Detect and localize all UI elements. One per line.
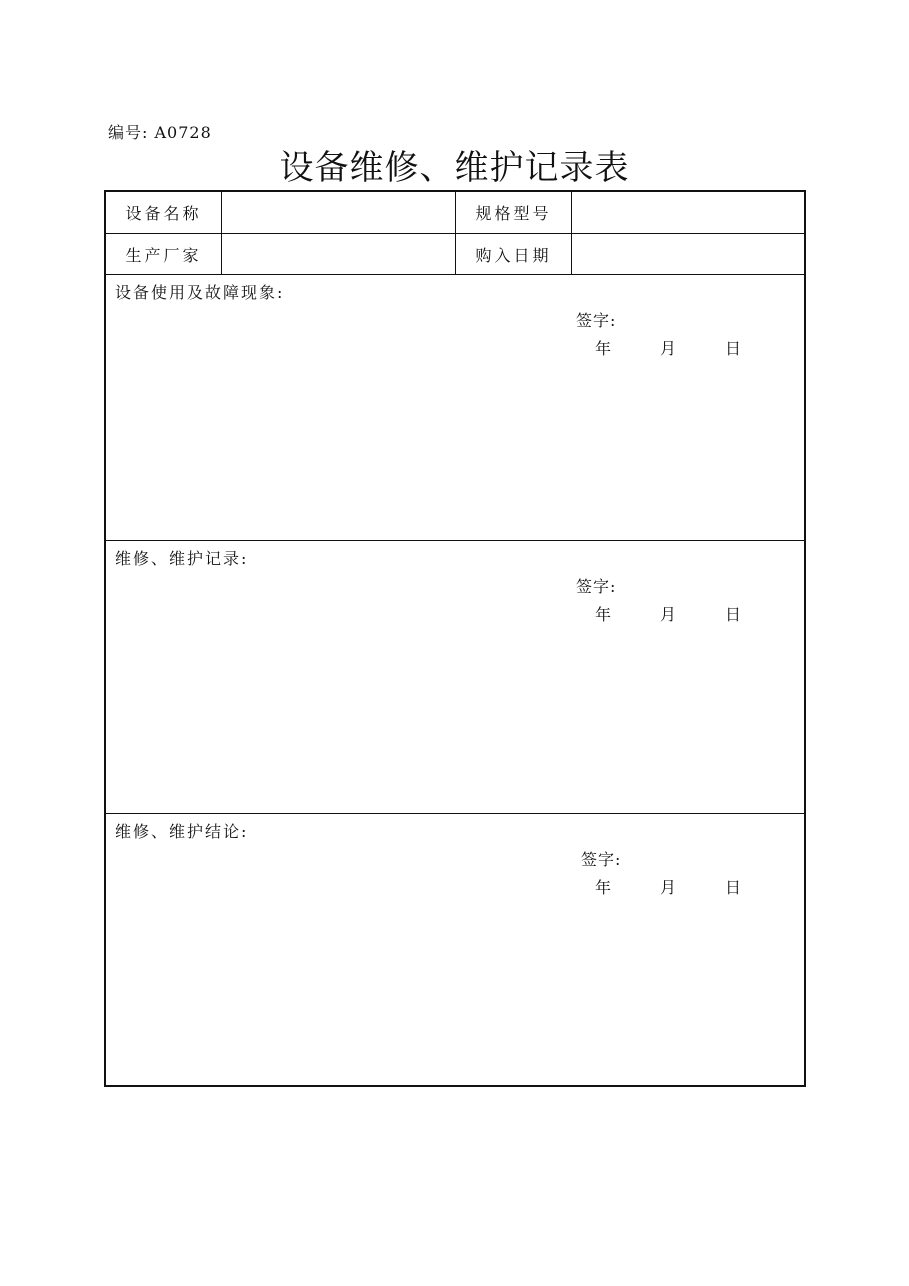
info-row-2 [106,234,804,275]
signature-label: 签字: [581,850,622,869]
date-year-label: 年 [595,339,612,358]
usage-fault-section[interactable] [106,275,804,541]
date-day-label: 日 [725,339,742,358]
document-number [108,120,212,143]
record-form [104,190,806,1087]
equipment-name-label: 设备名称 [106,192,222,233]
date-month-label: 月 [660,339,677,358]
maintenance-conclusion-section[interactable] [106,814,804,1085]
manufacturer-label: 生产厂家 [106,234,222,274]
maintenance-record-section[interactable] [106,541,804,814]
date-year-label: 年 [595,878,612,897]
date-month-label: 月 [660,878,677,897]
document-number-value: A0728 [154,123,212,142]
info-row-1 [106,192,804,234]
date-month-label: 月 [660,605,677,624]
section-label: 维修、维护记录: [115,549,249,568]
section-label: 设备使用及故障现象: [115,283,285,302]
date-year-label: 年 [595,605,612,624]
signature-label: 签字: [576,311,617,330]
document-number-label: 编号: [108,123,149,142]
equipment-name-field[interactable] [222,192,456,233]
date-day-label: 日 [725,605,742,624]
manufacturer-field[interactable] [222,234,456,274]
page-title: 设备维修、维护记录表 [279,148,630,188]
section-label: 维修、维护结论: [115,822,249,841]
model-spec-label: 规格型号 [456,192,572,233]
model-spec-field[interactable] [572,192,804,233]
signature-label: 签字: [576,577,617,596]
date-day-label: 日 [725,878,742,897]
purchase-date-label: 购入日期 [456,234,572,274]
purchase-date-field[interactable] [572,234,804,274]
